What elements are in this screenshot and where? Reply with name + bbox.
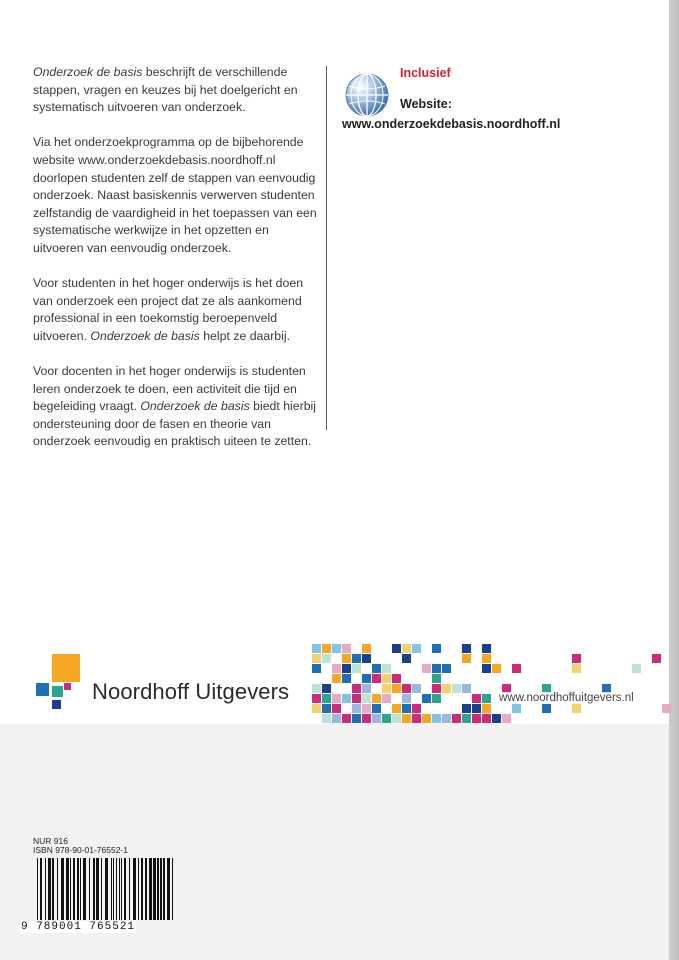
mosaic-tile: [572, 704, 581, 713]
mosaic-tile: [662, 704, 671, 713]
mosaic-tile: [342, 654, 351, 663]
mosaic-tile: [392, 684, 401, 693]
mosaic-tile: [422, 714, 431, 723]
pixel-mosaic-decoration: [312, 642, 672, 724]
mosaic-tile: [312, 684, 321, 693]
mosaic-tile: [352, 714, 361, 723]
website-label: Website:: [400, 97, 452, 111]
mosaic-tile: [392, 704, 401, 713]
mosaic-tile: [402, 684, 411, 693]
mosaic-tile: [372, 664, 381, 673]
mosaic-tile: [372, 714, 381, 723]
mosaic-tile: [332, 714, 341, 723]
inclusief-label: Inclusief: [400, 66, 451, 80]
mosaic-tile: [362, 644, 371, 653]
mosaic-tile: [422, 694, 431, 703]
mosaic-tile: [542, 704, 551, 713]
barcode-bar: [66, 858, 69, 920]
barcode-bar: [83, 858, 86, 920]
barcode-bar: [57, 858, 58, 920]
mosaic-tile: [322, 714, 331, 723]
mosaic-tile: [322, 644, 331, 653]
mosaic-tile: [632, 664, 641, 673]
mosaic-tile: [322, 704, 331, 713]
mosaic-tile: [512, 664, 521, 673]
mosaic-tile: [402, 644, 411, 653]
mosaic-tile: [322, 684, 331, 693]
barcode-bar: [157, 858, 159, 920]
barcode-bar: [145, 858, 147, 920]
blurb-text: [33, 64, 318, 469]
mosaic-tile: [462, 704, 471, 713]
barcode-bar: [89, 858, 90, 920]
mosaic-tile: [432, 664, 441, 673]
barcode-bar: [167, 858, 170, 920]
globe-icon: [344, 72, 390, 118]
mosaic-tile: [392, 674, 401, 683]
barcode-bar: [77, 858, 79, 920]
mosaic-tile: [452, 714, 461, 723]
mosaic-tile: [432, 714, 441, 723]
publisher-name: Noordhoff Uitgevers: [92, 679, 290, 704]
mosaic-tile: [462, 714, 471, 723]
mosaic-tile: [382, 714, 391, 723]
mosaic-tile: [352, 684, 361, 693]
barcode-bar: [129, 858, 130, 920]
mosaic-tile: [402, 704, 411, 713]
mosaic-tile: [332, 704, 341, 713]
blurb-p3-text: Voor studenten in het hoger onderwijs is het doen van onderzoek een project dat ze als aankomend professional in een toekomstig beroepenveld uitvoeren.: [33, 276, 304, 343]
mosaic-tile: [312, 664, 321, 673]
mosaic-tile: [312, 694, 321, 703]
blurb-p4-text: Voor docenten in het hoger onderwijs is studenten leren onderzoek te doen, een activiteit die tijd en begeleiding vraagt.: [33, 364, 306, 414]
barcode-bar: [40, 858, 42, 920]
noordhoff-logo-icon: [36, 654, 86, 714]
mosaic-tile: [422, 664, 431, 673]
barcode-bar: [93, 858, 95, 920]
mosaic-tile: [652, 654, 661, 663]
mosaic-tile: [342, 674, 351, 683]
barcode-bar: [105, 858, 108, 920]
mosaic-tile: [382, 664, 391, 673]
mosaic-tile: [312, 644, 321, 653]
nur-code: NUR 916: [33, 836, 68, 846]
mosaic-tile: [332, 664, 341, 673]
blurb-paragraph-1: [33, 64, 318, 117]
mosaic-tile: [482, 714, 491, 723]
mosaic-tile: [442, 714, 451, 723]
book-title-italic: Onderzoek de basis: [140, 399, 250, 414]
mosaic-tile: [352, 694, 361, 703]
mosaic-tile: [382, 674, 391, 683]
mosaic-tile: [402, 654, 411, 663]
mosaic-tile: [472, 714, 481, 723]
mosaic-tile: [452, 684, 461, 693]
barcode-bar: [116, 858, 117, 920]
mosaic-tile: [392, 714, 401, 723]
mosaic-tile: [412, 644, 421, 653]
mosaic-tile: [442, 664, 451, 673]
mosaic-tile: [332, 694, 341, 703]
mosaic-tile: [462, 654, 471, 663]
mosaic-tile: [502, 714, 511, 723]
mosaic-tile: [372, 704, 381, 713]
mosaic-tile: [342, 714, 351, 723]
mosaic-tile: [462, 684, 471, 693]
book-edge: [669, 0, 679, 960]
mosaic-tile: [322, 694, 331, 703]
mosaic-tile: [402, 714, 411, 723]
mosaic-tile: [362, 654, 371, 663]
blurb-p1-text: beschrijft de verschillende stappen, vragen en keuzes bij het doelgericht en systematisch uitvoeren van onderzoek.: [33, 65, 298, 115]
publisher-url-link[interactable]: www.noordhoffuitgevers.nl: [499, 692, 634, 704]
mosaic-tile: [402, 694, 411, 703]
mosaic-tile: [322, 654, 331, 663]
mosaic-tile: [352, 654, 361, 663]
mosaic-tile: [482, 664, 491, 673]
barcode-bar: [61, 858, 64, 920]
barcode-bar: [160, 858, 162, 920]
barcode: [33, 858, 183, 928]
mosaic-tile: [362, 714, 371, 723]
website-url-link[interactable]: www.onderzoekdebasis.noordhoff.nl: [342, 117, 561, 131]
mosaic-tile: [332, 644, 341, 653]
barcode-digits: 9 789001 765521: [21, 921, 136, 933]
mosaic-tile: [572, 664, 581, 673]
mosaic-tile: [482, 694, 491, 703]
barcode-bar: [138, 858, 139, 920]
mosaic-tile: [482, 644, 491, 653]
barcode-bar: [45, 858, 46, 920]
mosaic-tile: [312, 704, 321, 713]
mosaic-tile: [392, 644, 401, 653]
barcode-bar: [111, 858, 112, 920]
blurb-paragraph-2: Via het onderzoekprogramma op de bijbehorende website www.onderzoekdebasis.noordhoff.nl doorlopen studenten zelf de stappen van eenvoudig onderzoek. Naast basiskennis verwerven studenten zelfstandig de vaardigheid in het toepassen van een systematische werkwijze in het opzetten en uitvoeren van eenvoudig onderzoek.: [33, 135, 317, 255]
mosaic-tile: [572, 654, 581, 663]
mosaic-tile: [372, 674, 381, 683]
barcode-bar: [52, 858, 54, 920]
mosaic-tile: [362, 684, 371, 693]
mosaic-tile: [342, 694, 351, 703]
barcode-bar: [48, 858, 51, 920]
barcode-bar: [133, 858, 136, 920]
mosaic-tile: [492, 664, 501, 673]
barcode-bar: [70, 858, 71, 920]
barcode-bar: [119, 858, 120, 920]
barcode-bar: [113, 858, 114, 920]
mosaic-tile: [342, 644, 351, 653]
mosaic-tile: [352, 704, 361, 713]
mosaic-tile: [382, 694, 391, 703]
barcode-bar: [153, 858, 156, 920]
mosaic-tile: [432, 644, 441, 653]
mosaic-tile: [412, 704, 421, 713]
barcode-bar: [73, 858, 75, 920]
mosaic-tile: [462, 644, 471, 653]
mosaic-tile: [362, 674, 371, 683]
isbn-code: ISBN 978-90-01-76552-1: [33, 845, 128, 855]
barcode-bar: [37, 858, 38, 920]
mosaic-tile: [352, 664, 361, 673]
mosaic-tile: [472, 704, 481, 713]
barcode-bar: [121, 858, 122, 920]
mosaic-tile: [512, 704, 521, 713]
mosaic-tile: [492, 714, 501, 723]
barcode-bar: [80, 858, 81, 920]
mosaic-tile: [432, 694, 441, 703]
barcode-bar: [141, 858, 143, 920]
blurb-p3-rest: helpt ze daarbij.: [199, 328, 291, 343]
mosaic-tile: [372, 694, 381, 703]
book-title-italic: Onderzoek de basis: [90, 328, 200, 343]
barcode-bar: [96, 858, 99, 920]
barcode-bar: [101, 858, 102, 920]
mosaic-tile: [472, 694, 481, 703]
mosaic-tile: [412, 684, 421, 693]
barcode-bar: [172, 858, 173, 920]
mosaic-tile: [362, 694, 371, 703]
mosaic-tile: [332, 674, 341, 683]
barcode-bar: [163, 858, 165, 920]
mosaic-tile: [482, 704, 491, 713]
barcode-bar: [124, 858, 126, 920]
blurb-paragraph-3: [33, 275, 318, 345]
mosaic-tile: [432, 674, 441, 683]
barcode-bar: [149, 858, 152, 920]
blurb-paragraph-4: [33, 363, 318, 451]
mosaic-tile: [412, 714, 421, 723]
mosaic-tile: [382, 684, 391, 693]
mosaic-tile: [482, 654, 491, 663]
mosaic-tile: [432, 684, 441, 693]
mosaic-tile: [362, 704, 371, 713]
mosaic-tile: [312, 654, 321, 663]
column-divider: [326, 66, 327, 430]
book-title-italic: Onderzoek de basis: [33, 65, 143, 79]
mosaic-tile: [342, 664, 351, 673]
mosaic-tile: [442, 684, 451, 693]
blurb-p4-rest: biedt hierbij ondersteuning door de fasen en theorie van onderzoek eenvoudig en praktisch uiteen te zetten.: [33, 399, 317, 449]
